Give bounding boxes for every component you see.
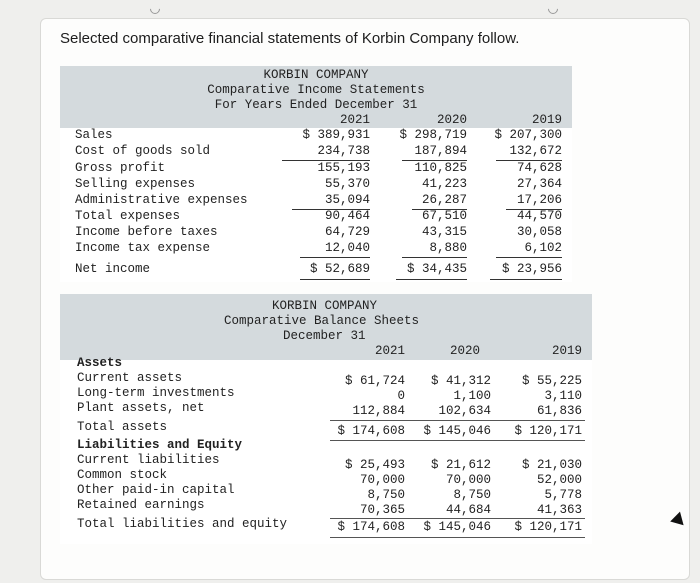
value-2020: 44,684 [445, 503, 491, 517]
value-2019: $ 23,956 [501, 262, 562, 276]
value-2021: 112,884 [352, 404, 405, 418]
value-2020: $ 34,435 [406, 262, 467, 276]
value-2020: 8,880 [429, 241, 467, 255]
value-2021: 155,193 [317, 161, 370, 175]
value-2019: 5,778 [544, 488, 582, 502]
chevron-icon [148, 2, 162, 16]
underline [496, 257, 562, 258]
row-label: Gross profit [75, 161, 166, 175]
row-label: Administrative expenses [75, 193, 248, 207]
value-2020: $ 21,612 [430, 458, 491, 472]
value-2021: $ 61,724 [344, 374, 405, 388]
value-2019: 44,570 [516, 209, 562, 223]
value-2020: 110,825 [414, 161, 467, 175]
income-year-2019: 2019 [531, 113, 562, 127]
row-label: Retained earnings [77, 498, 205, 512]
double-underline [330, 537, 585, 538]
value-2019: $ 120,171 [514, 520, 582, 534]
value-2019: 6,102 [524, 241, 562, 255]
value-2020: $ 298,719 [399, 128, 467, 142]
balance-sheet-table [60, 294, 592, 544]
row-label: Current assets [77, 371, 183, 385]
value-2020: 41,223 [421, 177, 467, 191]
value-2020: 187,894 [414, 144, 467, 158]
balance-period: December 31 [283, 329, 366, 343]
value-2021: $ 25,493 [344, 458, 405, 472]
balance-year-2021: 2021 [374, 344, 405, 358]
income-company: KORBIN COMPANY [263, 68, 369, 82]
income-period: For Years Ended December 31 [214, 98, 418, 112]
value-2021: $ 174,608 [337, 520, 405, 534]
assets-heading: Assets [77, 356, 123, 370]
balance-year-2020: 2020 [449, 344, 480, 358]
row-label: Total assets [77, 420, 168, 434]
value-2020: 102,634 [438, 404, 491, 418]
value-2021: $ 389,931 [302, 128, 370, 142]
question-heading: Selected comparative financial statements of Korbin Company follow. [60, 30, 520, 47]
underline [300, 257, 370, 258]
value-2019: $ 207,300 [494, 128, 562, 142]
double-underline [300, 279, 370, 280]
value-2021: 70,365 [359, 503, 405, 517]
value-2021: 234,738 [317, 144, 370, 158]
underline [402, 257, 467, 258]
value-2019: 61,836 [536, 404, 582, 418]
value-2019: 17,206 [516, 193, 562, 207]
row-label: Plant assets, net [77, 401, 205, 415]
row-label: Income tax expense [75, 241, 211, 255]
row-label: Selling expenses [75, 177, 196, 191]
row-label: Current liabilities [77, 453, 220, 467]
value-2021: 12,040 [324, 241, 370, 255]
value-2021: 90,464 [324, 209, 370, 223]
row-label: Cost of goods sold [75, 144, 211, 158]
value-2021: 70,000 [359, 473, 405, 487]
row-label: Net income [75, 262, 151, 276]
balance-company: KORBIN COMPANY [272, 299, 378, 313]
value-2021: 0 [397, 389, 405, 403]
value-2019: $ 55,225 [521, 374, 582, 388]
row-label: Total liabilities and equity [77, 517, 288, 531]
liabilities-equity-heading: Liabilities and Equity [77, 438, 243, 452]
value-2020: 8,750 [453, 488, 491, 502]
value-2019: 41,363 [536, 503, 582, 517]
row-label: Sales [75, 128, 113, 142]
balance-year-2019: 2019 [551, 344, 582, 358]
value-2020: 1,100 [453, 389, 491, 403]
row-label: Common stock [77, 468, 168, 482]
value-2020: 26,287 [421, 193, 467, 207]
value-2019: $ 120,171 [514, 424, 582, 438]
value-2019: 52,000 [536, 473, 582, 487]
balance-title: Comparative Balance Sheets [224, 314, 420, 328]
income-year-2020: 2020 [436, 113, 467, 127]
underline [330, 518, 585, 519]
value-2021: $ 174,608 [337, 424, 405, 438]
value-2019: 3,110 [544, 389, 582, 403]
row-label: Long-term investments [77, 386, 235, 400]
double-underline [330, 440, 585, 441]
value-2021: 64,729 [324, 225, 370, 239]
value-2020: $ 145,046 [423, 424, 491, 438]
value-2019: 27,364 [516, 177, 562, 191]
value-2021: 8,750 [367, 488, 405, 502]
double-underline [490, 279, 562, 280]
value-2019: 132,672 [509, 144, 562, 158]
income-title: Comparative Income Statements [207, 83, 425, 97]
double-underline [396, 279, 467, 280]
chevron-icon [546, 2, 560, 16]
income-year-2021: 2021 [339, 113, 370, 127]
value-2020: $ 41,312 [430, 374, 491, 388]
value-2021: 35,094 [324, 193, 370, 207]
value-2019: 74,628 [516, 161, 562, 175]
value-2020: 70,000 [445, 473, 491, 487]
value-2020: $ 145,046 [423, 520, 491, 534]
row-label: Income before taxes [75, 225, 218, 239]
value-2019: 30,058 [516, 225, 562, 239]
value-2020: 67,510 [421, 209, 467, 223]
value-2021: $ 52,689 [309, 262, 370, 276]
value-2020: 43,315 [421, 225, 467, 239]
value-2019: $ 21,030 [521, 458, 582, 472]
income-statement-table [60, 66, 572, 282]
row-label: Total expenses [75, 209, 181, 223]
underline [330, 420, 585, 421]
row-label: Other paid-in capital [77, 483, 235, 497]
value-2021: 55,370 [324, 177, 370, 191]
